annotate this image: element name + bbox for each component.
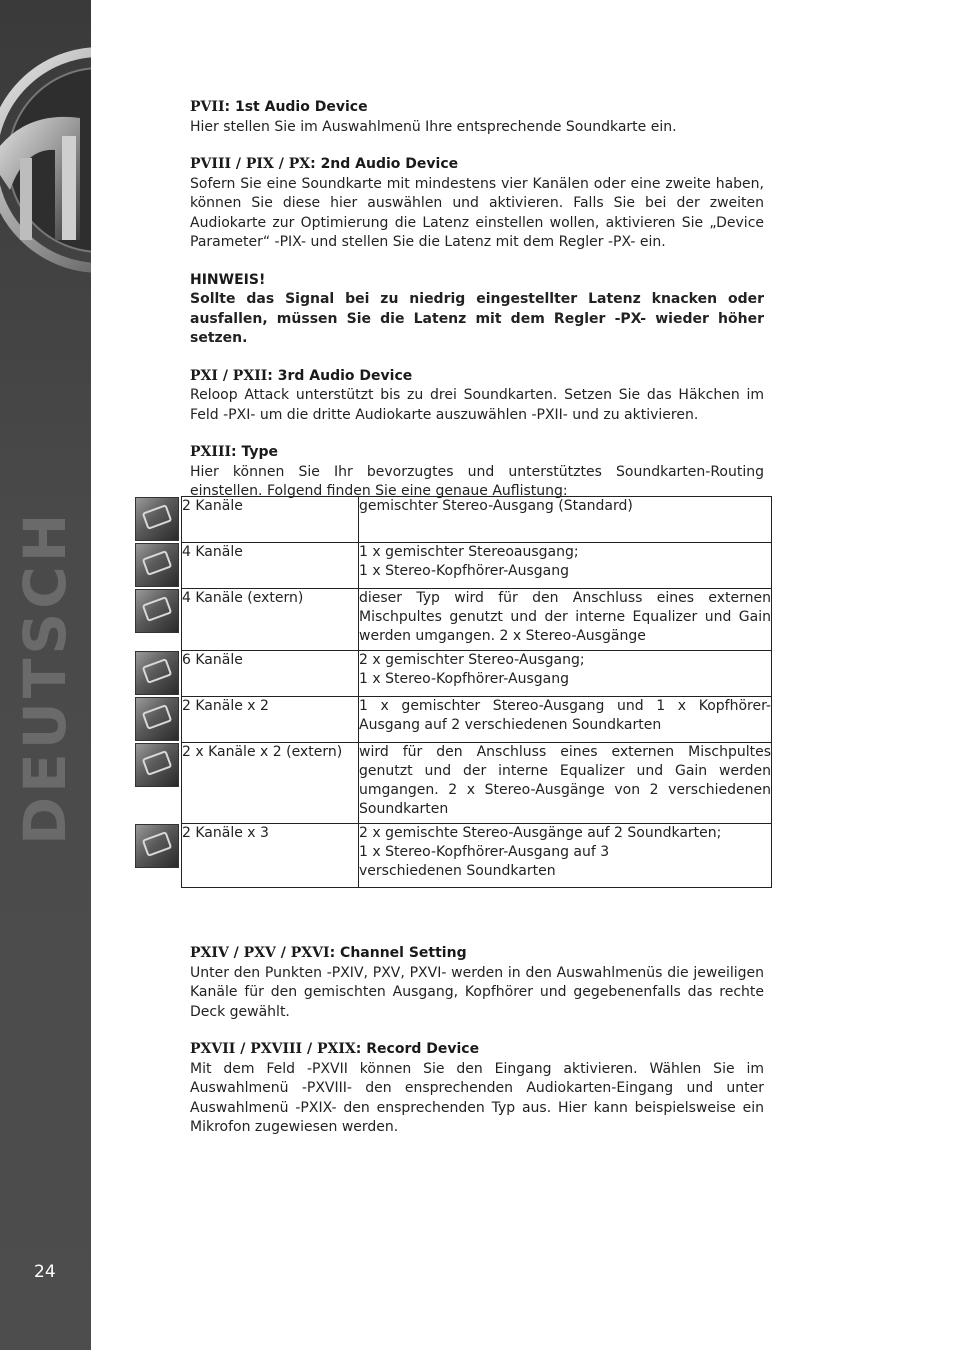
row-icon-cell xyxy=(135,697,182,743)
description-line: 1 x Stereo-Kopfhörer-Ausgang auf 3 xyxy=(359,844,610,860)
section-hinweis xyxy=(190,271,764,349)
routing-6ch-icon xyxy=(135,651,179,695)
section-text: Hier können Sie Ihr bevorzugtes und unterstütztes Soundkarten-Routing einstellen. Folgend finden Sie eine genaue Auflistung: xyxy=(190,463,764,499)
routing-type-name: 4 Kanäle xyxy=(182,543,359,589)
description-line: gemischter Stereo-Ausgang (Standard) xyxy=(359,498,633,514)
section-heading: PVIII / PIX / PX: 2nd Audio Device xyxy=(190,156,459,172)
page-number: 24 xyxy=(34,1262,56,1282)
section-heading: PXIV / PXV / PXVI: Channel Setting xyxy=(190,945,467,961)
row-icon-cell xyxy=(135,543,182,589)
language-label: DEUTSCH xyxy=(11,509,79,845)
table-row xyxy=(135,651,772,697)
routing-type-description xyxy=(359,543,772,589)
table-row xyxy=(135,697,772,743)
description-line: verschiedenen Soundkarten xyxy=(359,863,556,879)
routing-type-name: 2 Kanäle x 3 xyxy=(182,824,359,888)
description-line: 2 x gemischte Stereo-Ausgänge auf 2 Soundkarten; xyxy=(359,825,722,841)
routing-type-description xyxy=(359,824,772,888)
routing-table xyxy=(135,496,772,888)
section-text: Mit dem Feld -PXVII können Sie den Eingang aktivieren. Wählen Sie im Auswahlmenü -PXVIII- den ensprechenden Audiokarten-Eingang und unter Auswahlmenü -PXIX- den ensprechenden Typ aus. Hier kann beispielsweise ein Mikrofon zugewiesen werden. xyxy=(190,1060,764,1135)
section-text: Sollte das Signal bei zu niedrig eingestellter Latenz knacken oder ausfallen, müssen Sie die Latenz mit dem Regler -PX- wieder höher setzen. xyxy=(190,291,764,346)
routing-type-description xyxy=(359,697,772,743)
section-text: Reloop Attack unterstützt bis zu drei Soundkarten. Setzen Sie das Häkchen im Feld -PXI- um die dritte Audiokarte auszuwählen -PXII- und zu aktivieren. xyxy=(190,387,764,423)
row-icon-cell xyxy=(135,743,182,824)
lower-content xyxy=(190,944,764,1156)
description-line: wird für den Anschluss eines externen Mischpultes genutzt und der interne Equalizer und Gain werden umgangen. 2 x Stereo-Ausgänge von 2 verschiedenen Soundkarten xyxy=(359,744,771,817)
routing-type-description xyxy=(359,497,772,543)
routing-2ch-x2-icon xyxy=(135,697,179,741)
section-text: Sofern Sie eine Soundkarte mit mindestens vier Kanälen oder eine zweite haben, können Sie diese hier auswählen und aktivieren. Falls Sie bei der zweiten Audiokarte zur Optimierung die Latenz einstellen wollen, aktivieren Sie „Device Parameter“ -PIX- und stellen Sie die Latenz mit dem Regler -PX- ein. xyxy=(190,175,764,250)
routing-4ch-extern-icon xyxy=(135,589,179,633)
routing-type-name: 6 Kanäle xyxy=(182,651,359,697)
section-text: Unter den Punkten -PXIV, PXV, PXVI- werden in den Auswahlmenüs die jeweiligen Kanäle für den gemischten Ausgang, Kopfhörer und gegebenenfalls das rechte Deck gewählt. xyxy=(190,964,764,1020)
routing-2ch-x3-icon xyxy=(135,824,179,868)
routing-type-description xyxy=(359,651,772,697)
section-text: Hier stellen Sie im Auswahlmenü Ihre entsprechende Soundkarte ein. xyxy=(190,118,677,135)
routing-type-name: 2 x Kanäle x 2 (extern) xyxy=(182,743,359,824)
section-heading: PVII: 1st Audio Device xyxy=(190,99,368,115)
description-line: 1 x gemischter Stereoausgang; xyxy=(359,544,579,560)
section-pvii xyxy=(190,98,764,137)
description-line: dieser Typ wird für den Anschluss eines externen Mischpultes genutzt und der interne Equalizer und Gain werden umgangen. 2 x Stereo-Ausgänge xyxy=(359,590,771,644)
main-content xyxy=(190,98,764,520)
table-row xyxy=(135,543,772,589)
section-pxiv xyxy=(190,944,764,1022)
table-row xyxy=(135,589,772,651)
sidebar xyxy=(0,0,91,1350)
row-icon-cell xyxy=(135,651,182,697)
description-line: 1 x Stereo-Kopfhörer-Ausgang xyxy=(359,563,569,579)
routing-2ch-icon xyxy=(135,497,179,541)
table-row xyxy=(135,497,772,543)
section-pviii xyxy=(190,155,764,253)
routing-4ch-icon xyxy=(135,543,179,587)
section-heading: PXVII / PXVIII / PXIX: Record Device xyxy=(190,1041,480,1057)
row-icon-cell xyxy=(135,497,182,543)
section-pxi xyxy=(190,367,764,426)
table-row xyxy=(135,743,772,824)
routing-2ch-x2-extern-icon xyxy=(135,743,179,787)
row-icon-cell xyxy=(135,589,182,651)
description-line: 1 x Stereo-Kopfhörer-Ausgang xyxy=(359,671,569,687)
table-row xyxy=(135,824,772,888)
row-icon-cell xyxy=(135,824,182,888)
section-pxiii xyxy=(190,443,764,502)
section-heading: HINWEIS! xyxy=(190,271,266,288)
routing-type-description xyxy=(359,589,772,651)
description-line: 1 x gemischter Stereo-Ausgang und 1 x Kopfhörer-Ausgang auf 2 verschiedenen Soundkarten xyxy=(359,698,771,733)
description-line: 2 x gemischter Stereo-Ausgang; xyxy=(359,652,585,668)
section-pxvii xyxy=(190,1040,764,1138)
section-heading: PXIII: Type xyxy=(190,444,279,460)
routing-type-name: 2 Kanäle x 2 xyxy=(182,697,359,743)
routing-type-name: 2 Kanäle xyxy=(182,497,359,543)
routing-table-wrapper xyxy=(135,496,772,888)
routing-type-description xyxy=(359,743,772,824)
routing-type-name: 4 Kanäle (extern) xyxy=(182,589,359,651)
reloop-logo-icon xyxy=(0,40,91,280)
section-heading: PXI / PXII: 3rd Audio Device xyxy=(190,367,413,384)
